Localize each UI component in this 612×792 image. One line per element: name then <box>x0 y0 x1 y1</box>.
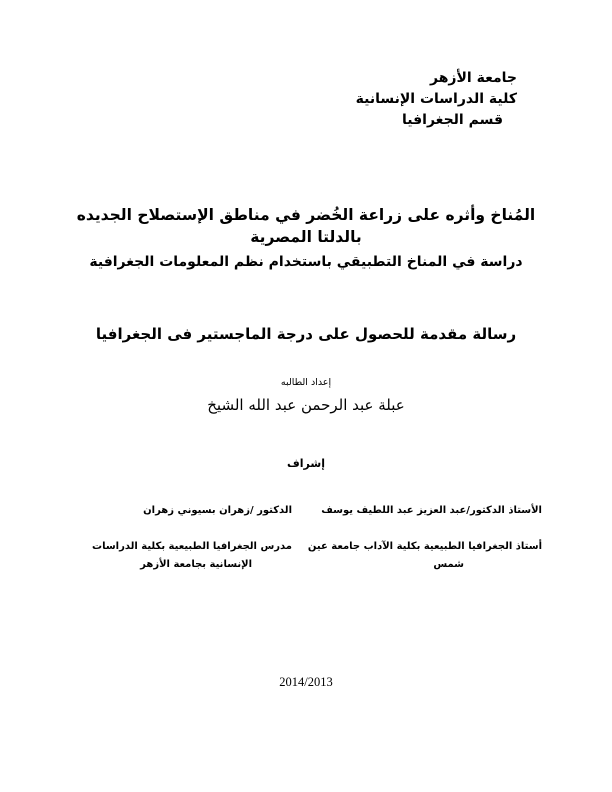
prepared-by-label: إعداد الطالبه <box>280 377 332 388</box>
thesis-statement: رسالة مقدمة للحصول على درجة الماجستير فى الجغرافيا <box>95 325 517 343</box>
thesis-title-line2: بالدلتا المصرية <box>250 228 362 246</box>
supervisor-2-title-line1: مدرس الجغرافيا الطبيعية بكلية الدراسات <box>92 541 292 552</box>
university-name: جامعة الأزهر <box>430 70 517 86</box>
title-block <box>60 204 552 273</box>
supervisor-1 <box>302 502 542 574</box>
department-name: قسم الجغرافيا <box>402 112 503 128</box>
thesis-subtitle: دراسة في المناخ التطبيقي باستخدام نظم المعلومات الجغرافية <box>89 254 523 270</box>
supervisor-2 <box>82 502 292 574</box>
header-block <box>317 68 517 131</box>
faculty-name: كلية الدراسات الإنسانية <box>355 91 517 107</box>
academic-year: 2014/2013 <box>279 675 333 689</box>
supervisor-2-title-line2: الإنسانية بجامعة الأزهر <box>140 559 252 570</box>
supervision-label: إشراف <box>287 457 325 470</box>
supervisor-2-name: الدكتور /زهران بسيوني زهران <box>143 505 292 516</box>
student-name: عبلة عبد الرحمن عبد الله الشيخ <box>207 396 405 414</box>
supervisor-1-title-line2: شمس <box>433 559 464 570</box>
supervisor-1-name: الأستاذ الدكتور/عبد العزيز عبد اللطيف يوسف <box>321 505 542 516</box>
thesis-title-line1: المُناخ وأثره على زراعة الخُضر في مناطق الإستصلاح الجديده <box>76 206 536 224</box>
supervisor-1-title-line1: أستاذ الجغرافيا الطبيعية بكلية الآداب جامعة عين <box>307 541 542 552</box>
